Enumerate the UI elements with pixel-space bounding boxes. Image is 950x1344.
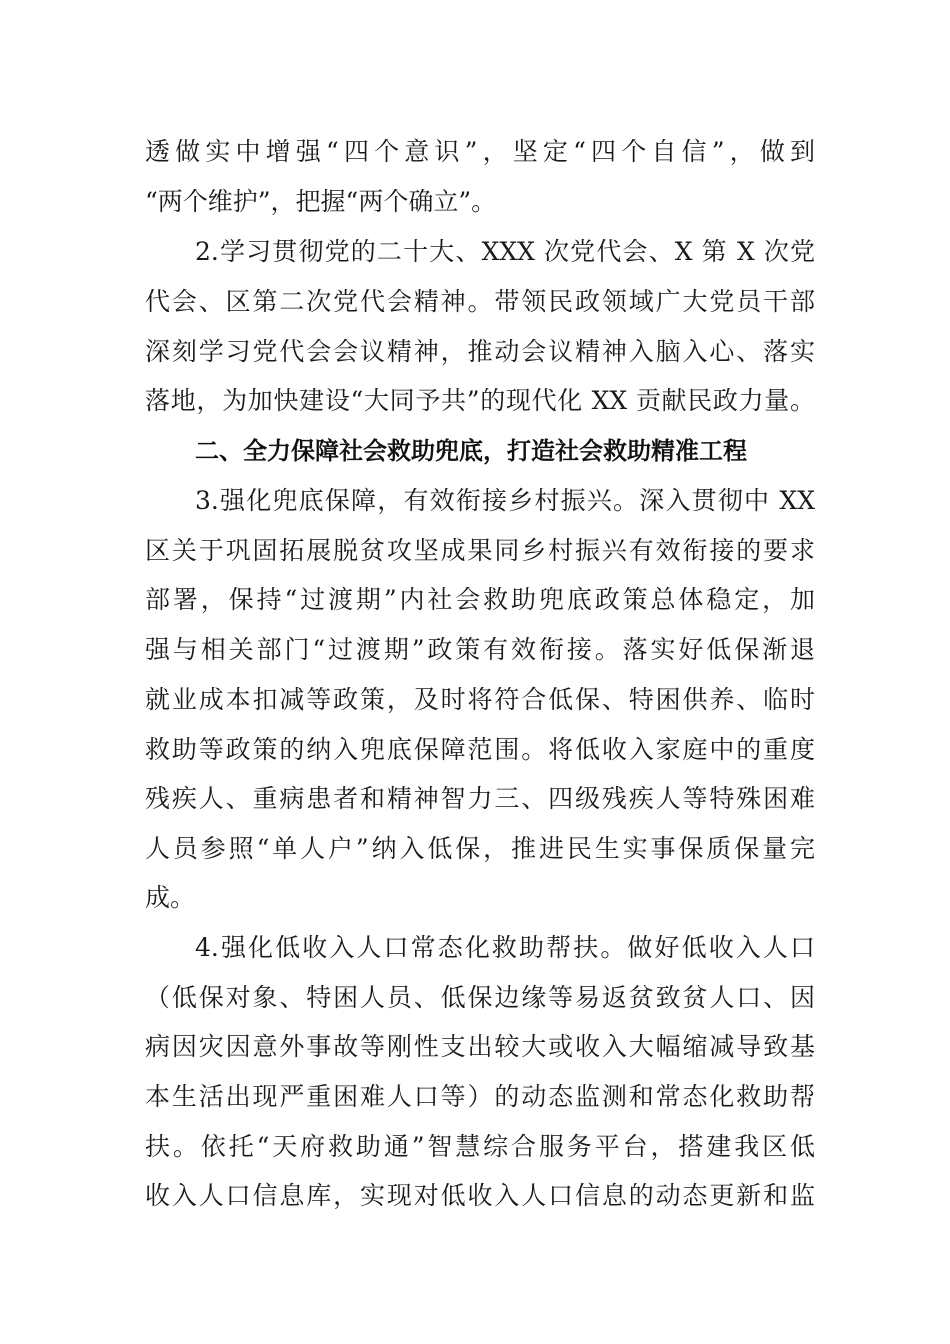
paragraph-line: 4.强化低收入人口常态化救助帮扶。做好低收入人口 [195, 933, 815, 962]
paragraph-line: （低保对象、特困人员、低保边缘等易返贫致贫人口、因 [145, 983, 815, 1012]
paragraph-line: 收入人口信息库，实现对低收入人口信息的动态更新和监 [145, 1181, 815, 1210]
section-heading: 二、全力保障社会救助兜底，打造社会救助精准工程 [195, 437, 747, 465]
paragraph-line: 本生活出现严重困难人口等）的动态监测和常态化救助帮 [145, 1082, 815, 1111]
paragraph-line: “两个维护”，把握“两个确立”。 [145, 187, 497, 216]
paragraph-line: 强与相关部门“过渡期”政策有效衔接。落实好低保渐退 [145, 635, 815, 664]
paragraph-line: 落地，为加快建设“大同予共”的现代化 XX 贡献民政力量。 [145, 386, 815, 415]
paragraph-line: 透做实中增强“四个意识”，坚定“四个自信”，做到 [145, 137, 815, 166]
paragraph-line: 成。 [145, 883, 196, 912]
paragraph-line: 深刻学习党代会会议精神，推动会议精神入脑入心、落实 [145, 337, 815, 366]
paragraph-line: 3.强化兜底保障，有效衔接乡村振兴。深入贯彻中 XX [195, 486, 815, 515]
paragraph-line: 区关于巩固拓展脱贫攻坚成果同乡村振兴有效衔接的要求 [145, 536, 815, 565]
paragraph-line: 救助等政策的纳入兜底保障范围。将低收入家庭中的重度 [145, 735, 815, 764]
paragraph-line: 2.学习贯彻党的二十大、XXX 次党代会、X 第 X 次党 [195, 237, 815, 266]
paragraph-line: 就业成本扣减等政策，及时将符合低保、特困供养、临时 [145, 685, 815, 714]
paragraph-line: 人员参照“单人户”纳入低保，推进民生实事保质保量完 [145, 834, 815, 863]
paragraph-line: 代会、区第二次党代会精神。带领民政领域广大党员干部 [145, 287, 815, 316]
paragraph-line: 部署，保持“过渡期”内社会救助兜底政策总体稳定，加 [145, 585, 815, 614]
paragraph-line: 扶。依托“天府救助通”智慧综合服务平台，搭建我区低 [145, 1132, 815, 1161]
paragraph-line: 残疾人、重病患者和精神智力三、四级残疾人等特殊困难 [145, 784, 815, 813]
paragraph-line: 病因灾因意外事故等刚性支出较大或收入大幅缩减导致基 [145, 1032, 815, 1061]
